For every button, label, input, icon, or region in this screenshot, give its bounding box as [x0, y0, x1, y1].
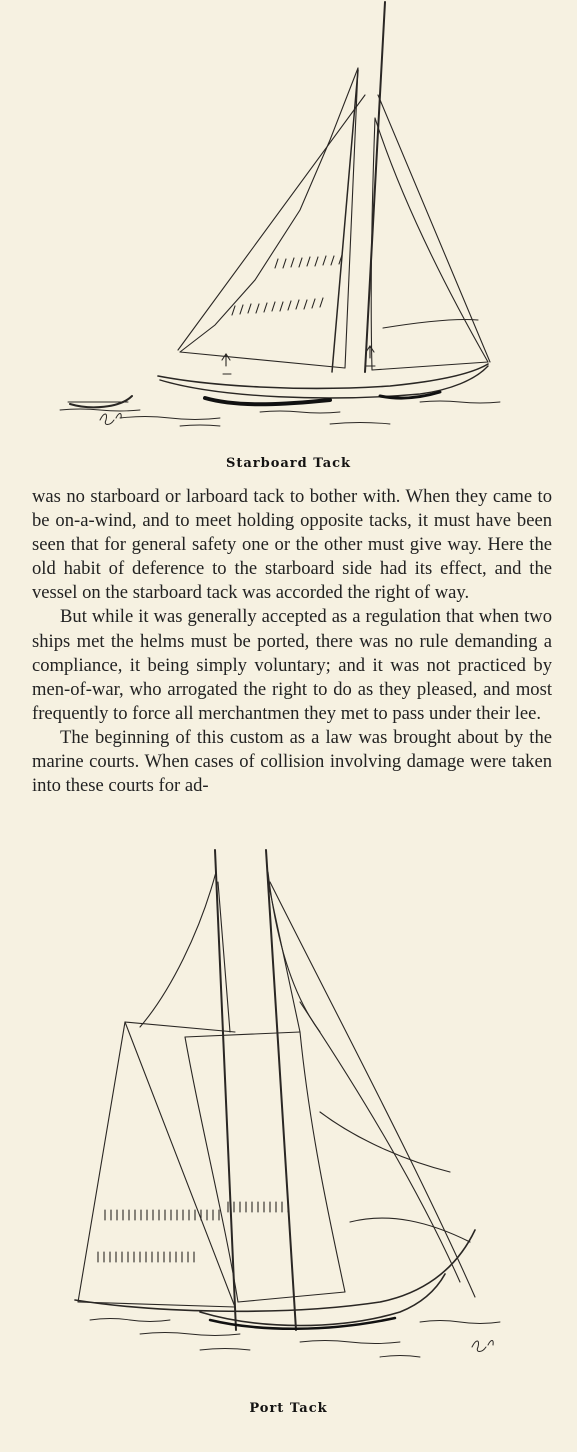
caption-starboard-tack: Starboard Tack: [225, 456, 352, 471]
port-tack-illustration: [0, 842, 577, 1394]
starboard-tack-illustration: [0, 0, 577, 445]
caption-port-tack: Port Tack: [249, 1401, 328, 1416]
paragraph-3: The beginning of this custom as a law was brought about by the marine courts. When cases of collision involving damage were taken into these courts for ad-: [32, 726, 552, 797]
paragraph-2: But while it was generally accepted as a regulation that when two ships met the helms must be ported, there was no rule demanding a compliance, it being simply voluntary; and it was not practiced by men-of-war, who arrogated the right to do as they pleased, and most frequently to force all merchantmen they met to pass under their lee.: [32, 606, 552, 724]
paragraph-1: was no starboard or larboard tack to bother with. When they came to be on-a-wind, and to meet holding opposite tacks, it must have been seen that for general safety one or the other must give way. Here the old habit of deference to the starboard side had its effect, and the vessel on the starboard tack was accorded the right of way.: [32, 486, 552, 604]
body-text: [32, 485, 552, 798]
